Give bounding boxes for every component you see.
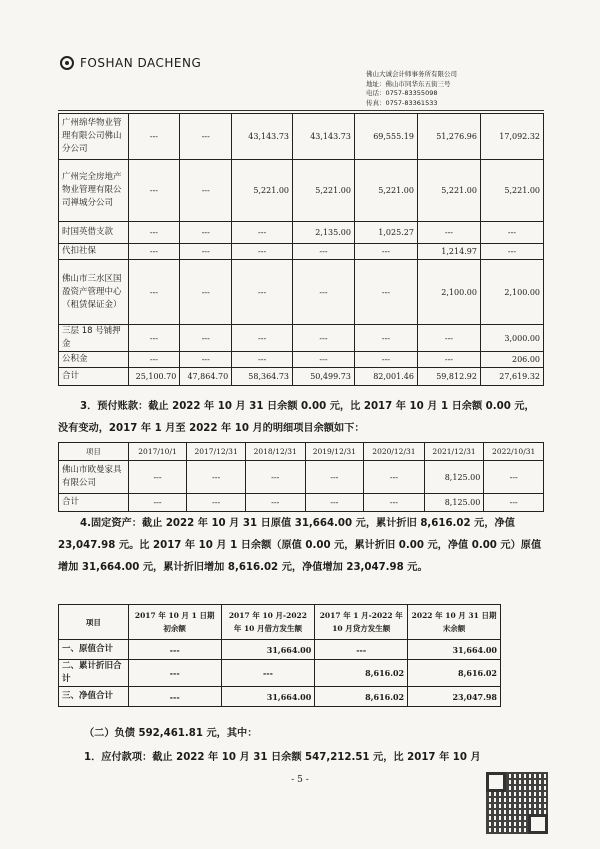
table-cell: 8,616.02 — [408, 660, 501, 687]
table-cell: --- — [128, 114, 180, 160]
table-cell: --- — [180, 325, 232, 352]
table-cell: 17,092.32 — [480, 114, 543, 160]
table-cell: --- — [417, 222, 480, 244]
column-header: 项目 — [59, 443, 129, 461]
table-cell: --- — [315, 640, 408, 660]
receivables-table — [58, 113, 544, 386]
header-rule — [58, 110, 544, 111]
table-cell: --- — [128, 494, 187, 512]
table-cell: --- — [187, 461, 246, 494]
table-cell: --- — [417, 325, 480, 352]
row-label: 合计 — [59, 494, 129, 512]
table-cell: 5,221.00 — [293, 160, 355, 222]
table-cell: 3,000.00 — [480, 325, 543, 352]
column-header: 2017 年 10 月-2022 年 10 月借方发生额 — [221, 605, 315, 640]
table-cell: --- — [221, 660, 315, 687]
column-header: 2017 年 1 月-2022 年 10 月贷方发生额 — [315, 605, 408, 640]
table-cell: 31,664.00 — [408, 640, 501, 660]
table-cell: --- — [293, 352, 355, 368]
column-header: 2017/10/1 — [128, 443, 187, 461]
table-cell: 2,135.00 — [293, 222, 355, 244]
table-cell: --- — [128, 160, 180, 222]
logo-icon — [60, 56, 74, 70]
row-label: 佛山市欧曼家具有限公司 — [59, 461, 129, 494]
row-label: 公积金 — [59, 352, 129, 368]
table-cell: --- — [187, 494, 246, 512]
table-cell: --- — [480, 222, 543, 244]
table-cell: 59,812.92 — [417, 368, 480, 386]
firm-phone: 电话：0757-83355098 — [366, 89, 438, 97]
table-cell: --- — [232, 222, 293, 244]
payables-paragraph: 1．应付款项：截止 2022 年 10 月 31 日余额 547,212.51 元，比 2017 年 10 月 — [84, 752, 481, 763]
page-number: - 5 - — [291, 775, 309, 785]
table-cell: --- — [180, 244, 232, 260]
fixed-assets-paragraph: 4.固定资产：截止 2022 年 10 月 31 日原值 31,664.00 元，累计折旧 8,616.02 元，净值 23,047.98 元。比 2017 年 10 月 1 日余额（原值 0.00 元，累计折旧 0.00 元，净值 0.00 元）原值增加 31,664.00 元，累计折旧增加 8,616.02 元，净值增加 23,047.98 元。 — [58, 518, 542, 573]
table-cell: 8,616.02 — [315, 660, 408, 687]
logo-text: FOSHAN DACHENG — [80, 56, 202, 70]
table-cell: --- — [293, 325, 355, 352]
table-cell: 5,221.00 — [417, 160, 480, 222]
table-cell: 5,221.00 — [232, 160, 293, 222]
column-header: 2022/10/31 — [484, 443, 544, 461]
prepaid-paragraph: 3．预付账款：截止 2022 年 10 月 31 日余额 0.00 元，比 2017 年 10 月 1 日余额 0.00 元，没有变动，2017 年 1 月至 2022 年 10 月的明细项目余额如下： — [58, 401, 535, 434]
column-header: 2020/12/31 — [364, 443, 425, 461]
table-cell: --- — [128, 660, 221, 687]
row-label: 代扣社保 — [59, 244, 129, 260]
row-label: 二、累计折旧合计 — [59, 660, 129, 687]
table-cell: 8,125.00 — [424, 461, 484, 494]
table-cell: --- — [128, 687, 221, 707]
row-label: 广州完全房地产物业管理有限公司禅城分公司 — [59, 160, 129, 222]
table-cell: --- — [245, 494, 305, 512]
table-row — [59, 352, 544, 368]
table-cell: --- — [484, 494, 544, 512]
table-row — [59, 687, 501, 707]
table-cell: 1,025.27 — [354, 222, 417, 244]
table-cell: --- — [232, 260, 293, 325]
column-header: 2019/12/31 — [305, 443, 364, 461]
table-cell: --- — [305, 461, 364, 494]
table-cell: --- — [354, 325, 417, 352]
table-cell: --- — [128, 352, 180, 368]
table-row — [59, 160, 544, 222]
table-cell: --- — [484, 461, 544, 494]
column-header: 2022 年 10 月 31 日期末余额 — [408, 605, 501, 640]
table-cell: --- — [354, 260, 417, 325]
table-cell: --- — [417, 352, 480, 368]
table-cell: 31,664.00 — [221, 640, 315, 660]
table-cell: --- — [232, 325, 293, 352]
table-cell: --- — [180, 160, 232, 222]
table-cell: 206.00 — [480, 352, 543, 368]
row-label: 佛山市三水区国盈资产管理中心（租赁保证金） — [59, 260, 129, 325]
table-cell: --- — [128, 222, 180, 244]
table-cell: 1,214.97 — [417, 244, 480, 260]
prepaid-table — [58, 442, 544, 512]
table-cell: 31,664.00 — [221, 687, 315, 707]
table-cell: --- — [293, 244, 355, 260]
table-cell: --- — [180, 260, 232, 325]
row-label: 三层 18 号铺押金 — [59, 325, 129, 352]
table-cell: --- — [128, 260, 180, 325]
table-cell: 5,221.00 — [480, 160, 543, 222]
table-row — [59, 244, 544, 260]
column-header: 2017 年 10 月 1 日期初余额 — [128, 605, 221, 640]
table-cell: --- — [354, 244, 417, 260]
column-header: 2018/12/31 — [245, 443, 305, 461]
table-row — [59, 260, 544, 325]
table-cell: --- — [180, 222, 232, 244]
table-row — [59, 368, 544, 386]
table-row — [59, 325, 544, 352]
table-cell: --- — [354, 352, 417, 368]
table-cell: --- — [245, 461, 305, 494]
table-cell: --- — [305, 494, 364, 512]
table-cell: --- — [128, 244, 180, 260]
table-cell: 5,221.00 — [354, 160, 417, 222]
table-cell: --- — [180, 352, 232, 368]
row-label: 广州绵华物业管理有限公司佛山分公司 — [59, 114, 129, 160]
firm-logo — [60, 56, 201, 70]
table-cell: 43,143.73 — [232, 114, 293, 160]
column-header: 项目 — [59, 605, 129, 640]
table-cell: --- — [128, 640, 221, 660]
table-cell: --- — [180, 114, 232, 160]
firm-address: 地址：佛山市同华东五街三号 — [366, 79, 451, 88]
table-cell: 50,499.73 — [293, 368, 355, 386]
qr-code-icon — [486, 772, 548, 834]
firm-name: 佛山大诚会计师事务所有限公司 — [366, 70, 457, 78]
table-row — [59, 461, 544, 494]
table-row — [59, 494, 544, 512]
row-label: 三、净值合计 — [59, 687, 129, 707]
table-cell: 69,555.19 — [354, 114, 417, 160]
table-cell: 23,047.98 — [408, 687, 501, 707]
table-cell: 47,864.70 — [180, 368, 232, 386]
table-cell: 2,100.00 — [417, 260, 480, 325]
row-label: 合计 — [59, 368, 129, 386]
table-cell: 27,619.32 — [480, 368, 543, 386]
table-cell: 58,364.73 — [232, 368, 293, 386]
row-label: 一、原值合计 — [59, 640, 129, 660]
table-cell: 2,100.00 — [480, 260, 543, 325]
firm-fax: 传真：0757-83361533 — [366, 98, 438, 107]
table-cell: --- — [293, 260, 355, 325]
table-cell: 8,616.02 — [315, 687, 408, 707]
table-row — [59, 114, 544, 160]
table-row — [59, 222, 544, 244]
table-cell: 43,143.73 — [293, 114, 355, 160]
table-cell: 25,100.70 — [128, 368, 180, 386]
table-cell: 82,001.46 — [354, 368, 417, 386]
liabilities-heading: （二）负债 592,461.81 元，其中： — [84, 728, 258, 739]
table-cell: --- — [364, 494, 425, 512]
table-cell: 8,125.00 — [424, 494, 484, 512]
table-cell: 51,276.96 — [417, 114, 480, 160]
column-header: 2017/12/31 — [187, 443, 246, 461]
firm-info — [366, 70, 566, 108]
table-row — [59, 660, 501, 687]
row-label: 时国英借支款 — [59, 222, 129, 244]
table-cell: --- — [128, 325, 180, 352]
table-cell: --- — [480, 244, 543, 260]
table-cell: --- — [128, 461, 187, 494]
table-cell: --- — [232, 352, 293, 368]
table-cell: --- — [364, 461, 425, 494]
fixed-assets-table — [58, 604, 501, 707]
column-header: 2021/12/31 — [424, 443, 484, 461]
table-row — [59, 640, 501, 660]
table-cell: --- — [232, 244, 293, 260]
